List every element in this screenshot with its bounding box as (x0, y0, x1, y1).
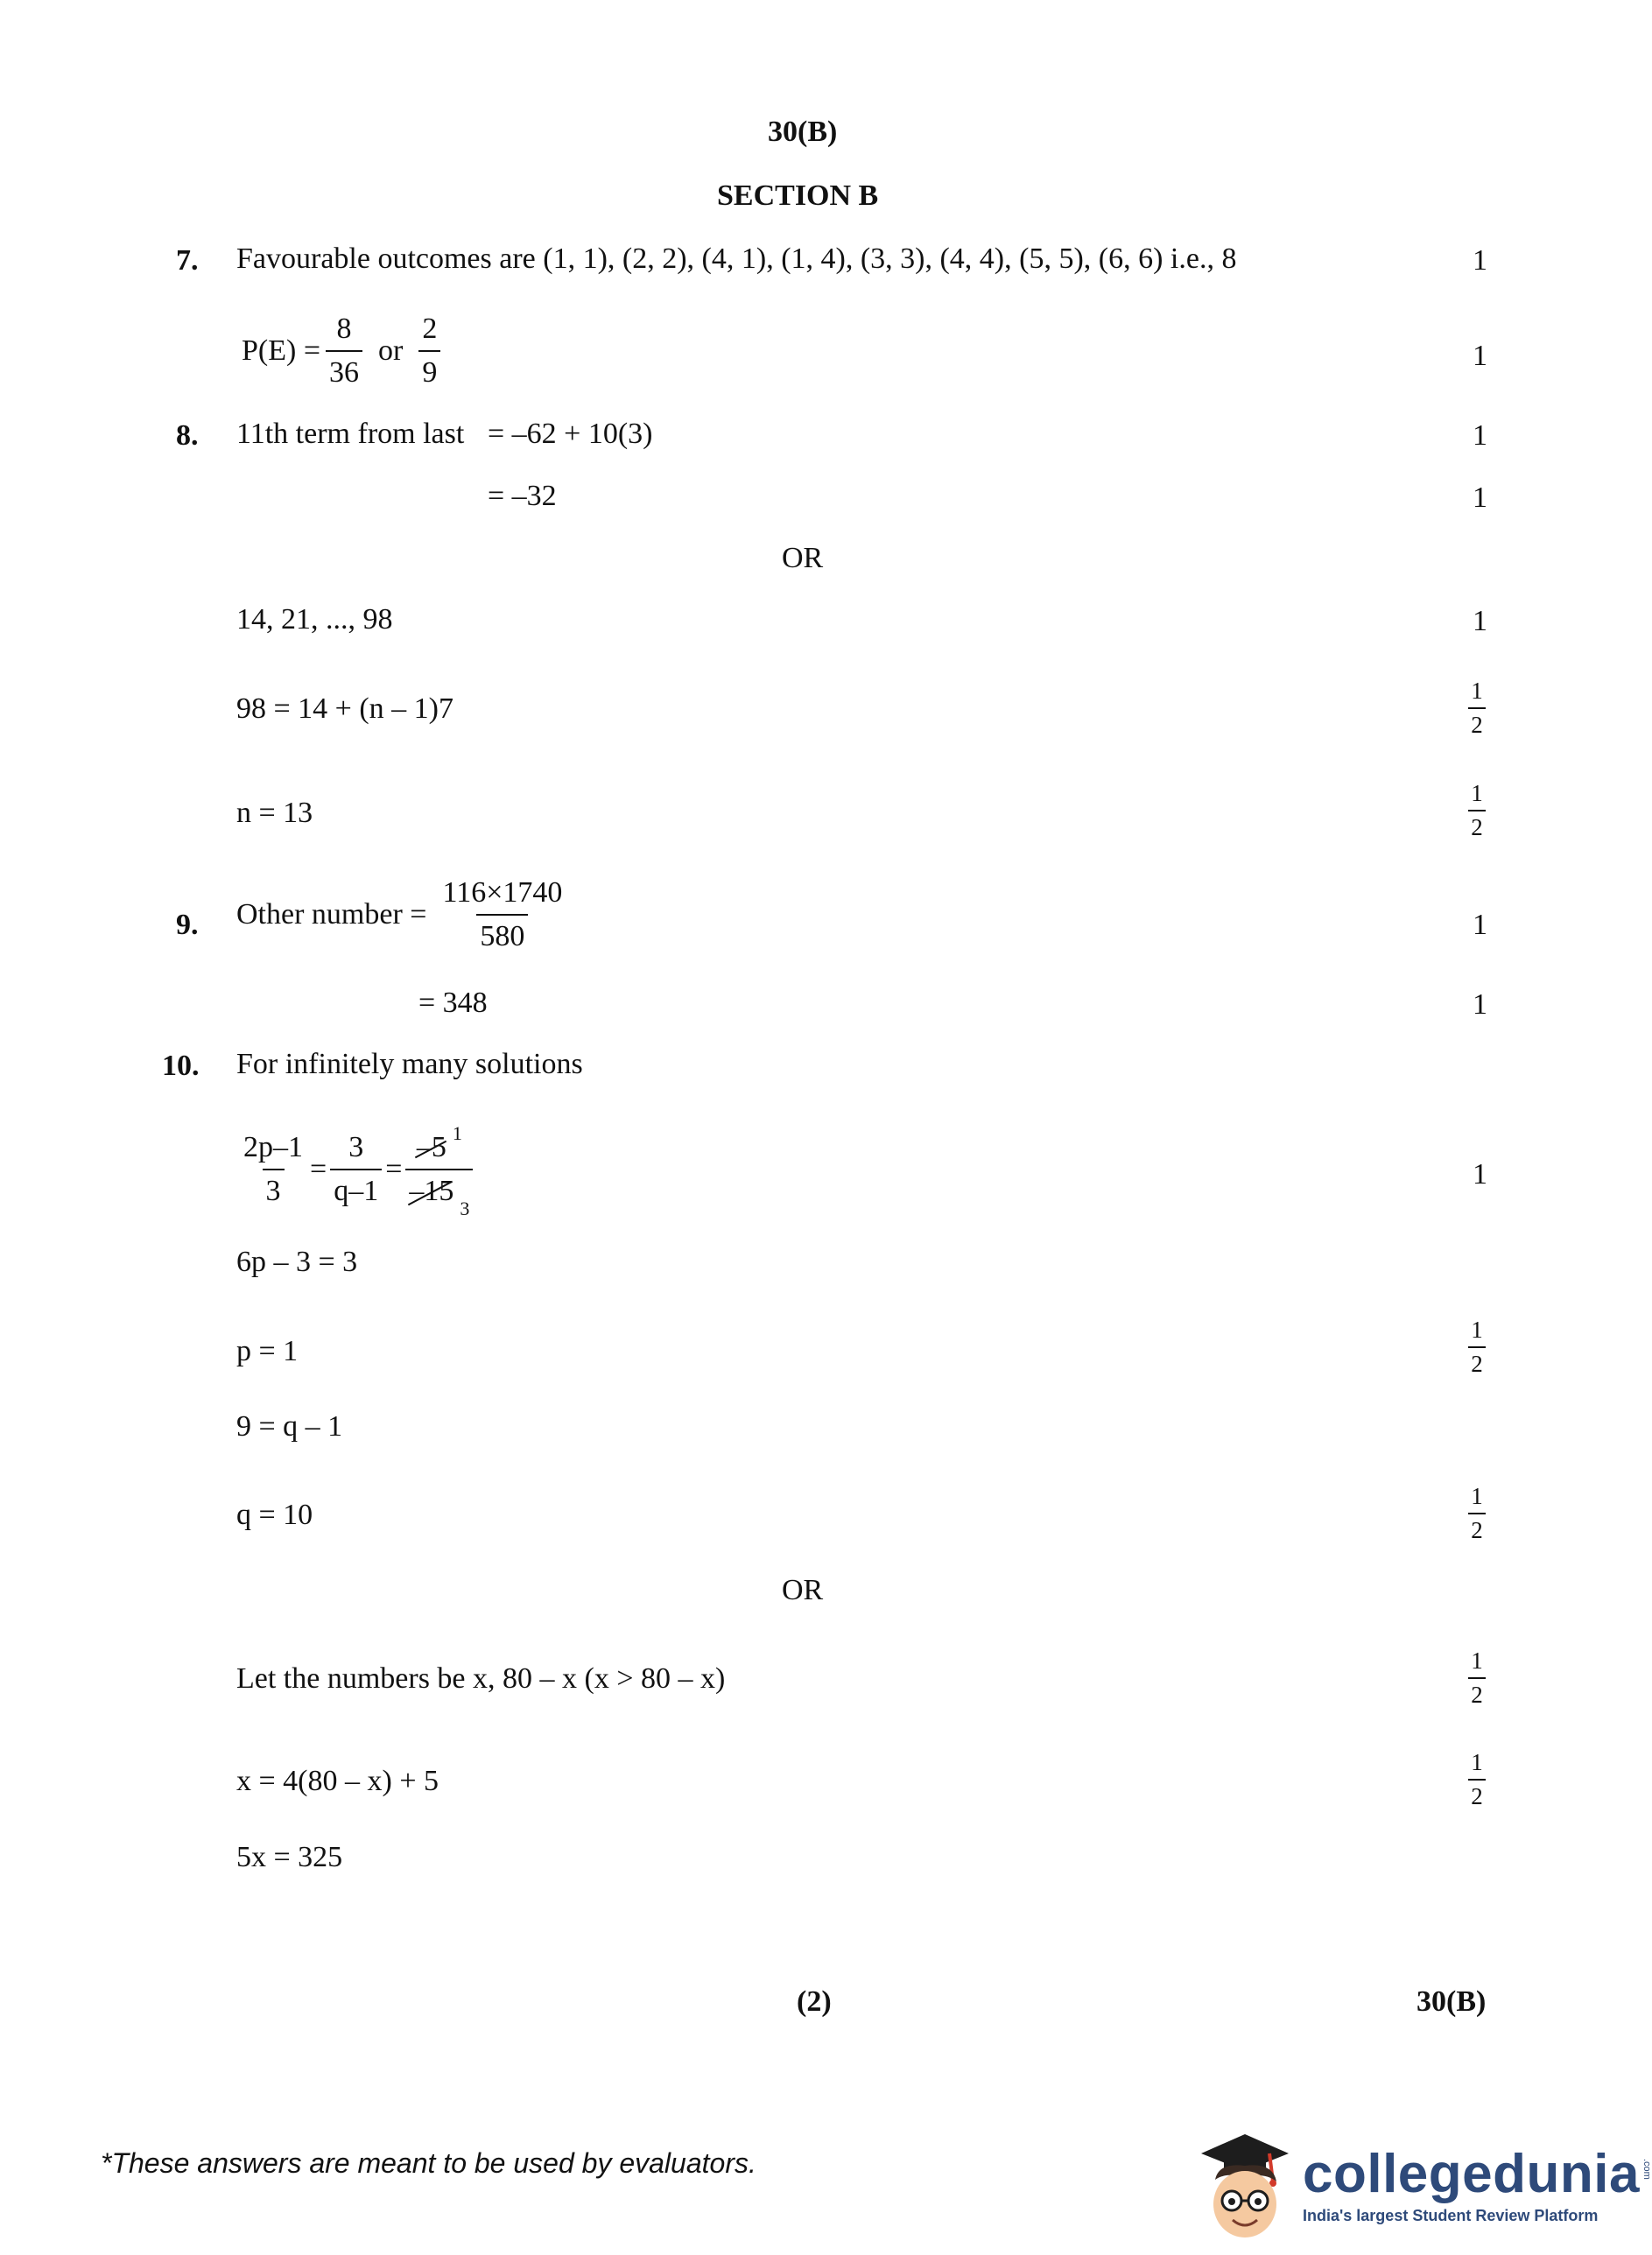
q10-alt-mark-half-1: 1 2 (1468, 1649, 1486, 1707)
q10-equals-1: = (310, 1153, 327, 1185)
collegedunia-mascot-icon (1192, 2127, 1297, 2246)
q8-alt-mark-1: 1 (1473, 605, 1487, 637)
section-title: SECTION B (717, 179, 879, 212)
q10-alt-equation: x = 4(80 – x) + 5 (236, 1765, 439, 1797)
logo-wordmark: collegedunia (1303, 2144, 1640, 2204)
question-number-9: 9. (176, 909, 199, 941)
q10-alt-5x: 5x = 325 (236, 1841, 343, 1873)
q8-alt-n: n = 13 (236, 797, 313, 829)
q9-other-number (236, 878, 566, 952)
q8-mark-2: 1 (1473, 481, 1487, 514)
question-number-7: 7. (176, 244, 199, 277)
page-number: (2) (797, 1985, 832, 2018)
q10-ratio-equation (240, 1122, 473, 1219)
q10-step-6p: 6p – 3 = 3 (236, 1246, 358, 1278)
q9-result: = 348 (418, 987, 488, 1019)
q9-mark-2: 1 (1473, 988, 1487, 1021)
q7-probability (242, 314, 440, 388)
q8-alt-mark-half-1: 1 2 (1468, 679, 1486, 737)
q10-fraction-3-cancelled: –5 1 –15 3 (405, 1133, 473, 1206)
q10-step-p: p = 1 (236, 1335, 299, 1367)
question-number-10: 10. (162, 1050, 200, 1082)
q10-mark-half-1: 1 2 (1468, 1318, 1486, 1376)
q10-alt-numbers: Let the numbers be x, 80 – x (x > 80 – x) (236, 1662, 726, 1695)
q10-alt-mark-half-2: 1 2 (1468, 1751, 1486, 1809)
q9-fraction: $\frac{116\times 1740}{580}$ (442, 876, 563, 952)
q10-mark-1: 1 (1473, 1158, 1487, 1191)
logo-com: .com (1641, 2159, 1652, 2180)
q10-step-q: q = 10 (236, 1499, 313, 1531)
q7-or: or (378, 334, 404, 367)
q7-favourable-outcomes: Favourable outcomes are (1, 1), (2, 2), (4, 1), (1, 4), (3, 3), (4, 4), (5, 5), (6, 6) i.e., 8 (236, 242, 1237, 275)
q8-alt-sequence: 14, 21, ..., 98 (236, 603, 393, 636)
q10-mark-half-2: 1 2 (1468, 1485, 1486, 1542)
q8-or-divider: OR (782, 542, 824, 574)
logo-tagline: India's largest Student Review Platform (1303, 2207, 1599, 2224)
evaluator-note: *These answers are meant to be used by evaluators. (101, 2147, 756, 2179)
q7-mark-1: 1 (1473, 244, 1487, 277)
q8-result: = –32 (488, 480, 557, 512)
q9-label: Other number = (236, 898, 427, 931)
q8-alt-equation: 98 = 14 + (n – 1)7 (236, 692, 453, 725)
q8-term-label: 11th term from last (236, 418, 465, 450)
q10-equals-2: = (385, 1153, 403, 1185)
q8-mark-1: 1 (1473, 419, 1487, 452)
q10-or-divider: OR (782, 1574, 824, 1606)
q10-fraction-2: $\frac{3}{q-1}$ (330, 1133, 382, 1206)
q9-mark-1: 1 (1473, 909, 1487, 941)
q7-mark-2: 1 (1473, 340, 1487, 372)
q8-term-expression: = –62 + 10(3) (488, 418, 653, 450)
q7-pe-label: P(E) = (242, 334, 320, 367)
footer-paper-code: 30(B) (1417, 1985, 1487, 2018)
q10-step-q-eq: 9 = q – 1 (236, 1410, 343, 1443)
q10-fraction-1: $\frac{2p-1}{3}$ (243, 1131, 303, 1207)
q7-fraction-8-36: $\frac{8}{36}$ (326, 314, 362, 388)
question-number-8: 8. (176, 419, 199, 452)
q7-fraction-2-9: $\frac{2}{9}$ (418, 314, 440, 388)
collegedunia-logo (1303, 2143, 1652, 2225)
q10-intro: For infinitely many solutions (236, 1048, 583, 1080)
paper-code-header: 30(B) (768, 116, 838, 148)
q8-alt-mark-half-2: 1 2 (1468, 782, 1486, 839)
